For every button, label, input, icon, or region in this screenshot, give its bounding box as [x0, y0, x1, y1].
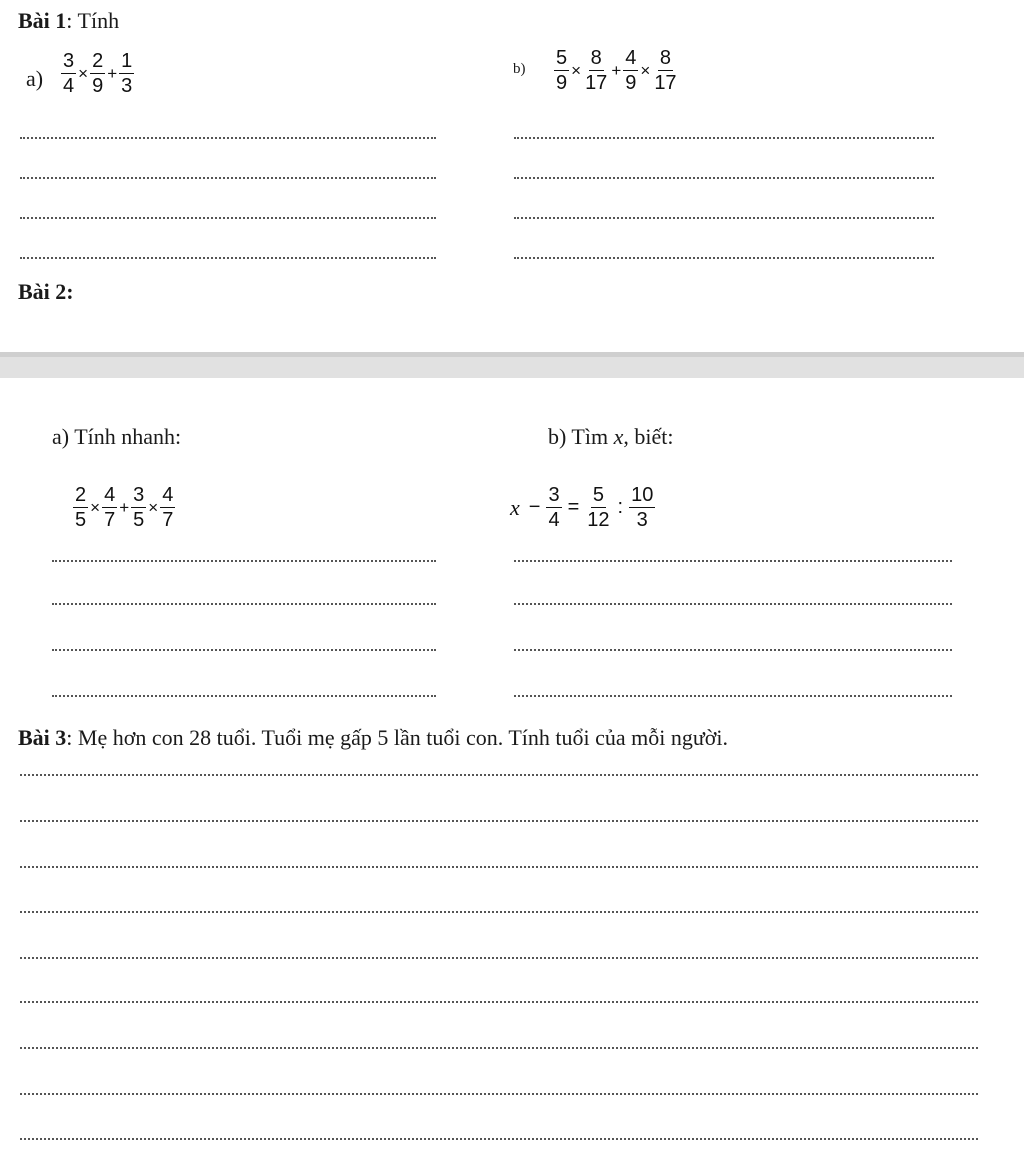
answer-line[interactable]: [20, 774, 978, 776]
answer-line[interactable]: [20, 957, 978, 959]
numerator: 10: [631, 484, 654, 506]
bai1-label: Bài 1: [18, 8, 67, 33]
answer-line[interactable]: [514, 695, 952, 697]
answer-line[interactable]: [20, 137, 436, 139]
denominator: 9: [92, 75, 104, 97]
answer-line[interactable]: [52, 695, 436, 697]
denominator: 7: [104, 509, 116, 531]
fraction: [583, 47, 609, 94]
fraction: [623, 47, 638, 94]
denominator: 4: [63, 75, 75, 97]
denominator: 12: [587, 509, 610, 531]
operator: ×: [148, 497, 159, 517]
answer-line[interactable]: [20, 1047, 978, 1049]
operator: +: [119, 497, 130, 517]
answer-line[interactable]: [20, 1001, 978, 1003]
bai2-a-label: a) Tính nhanh:: [52, 424, 182, 449]
denominator: 3: [121, 75, 133, 97]
fraction: [61, 50, 76, 97]
bai1-b-label: b): [513, 61, 526, 77]
denominator: 9: [556, 72, 568, 94]
numerator: 8: [659, 47, 671, 69]
fraction: [546, 484, 561, 531]
denominator: 17: [585, 72, 608, 94]
numerator: 3: [133, 484, 145, 506]
answer-line[interactable]: [514, 649, 952, 651]
fraction: [102, 484, 117, 531]
bai1-title: [18, 8, 119, 34]
numerator: 2: [92, 50, 104, 72]
numerator: 1: [121, 50, 133, 72]
answer-line[interactable]: [20, 1138, 978, 1140]
numerator: 3: [63, 50, 75, 72]
bai2-b-suffix: , biết:: [623, 424, 674, 449]
bai1-a-label: a): [26, 66, 44, 91]
bai3-text: : Mẹ hơn con 28 tuổi. Tuổi mẹ gấp 5 lần tuổi con. Tính tuổi của mỗi người.: [66, 725, 729, 750]
fraction: [119, 50, 134, 97]
denominator: 17: [654, 72, 677, 94]
answer-line[interactable]: [514, 177, 934, 179]
operator: +: [107, 63, 118, 83]
bai2-b-var: x: [613, 424, 624, 449]
numerator: 3: [548, 484, 560, 506]
answer-line[interactable]: [514, 257, 934, 259]
bai2-b-label: [548, 424, 673, 450]
operator: =: [567, 496, 580, 518]
numerator: 4: [162, 484, 174, 506]
fraction: [131, 484, 146, 531]
denominator: 4: [548, 509, 560, 531]
answer-line[interactable]: [20, 866, 978, 868]
answer-line[interactable]: [514, 560, 952, 562]
answer-line[interactable]: [514, 137, 934, 139]
bai3-label: Bài 3: [18, 725, 67, 750]
denominator: 5: [75, 509, 87, 531]
fraction: [554, 47, 569, 94]
variable-x: x: [510, 494, 520, 520]
denominator: 5: [133, 509, 145, 531]
answer-line[interactable]: [20, 820, 978, 822]
numerator: 5: [592, 484, 604, 506]
operator: ×: [78, 63, 89, 83]
answer-line[interactable]: [20, 1093, 978, 1095]
bai2-label: Bài 2:: [18, 279, 74, 304]
operator: ×: [90, 497, 101, 517]
numerator: 4: [625, 47, 637, 69]
bai1-a-expression: [60, 50, 135, 97]
bai1-b-expression: [553, 47, 680, 94]
answer-line[interactable]: [514, 603, 952, 605]
numerator: 8: [590, 47, 602, 69]
fraction: [585, 484, 611, 531]
answer-line[interactable]: [514, 217, 934, 219]
operator: ×: [571, 60, 582, 80]
fraction: [160, 484, 175, 531]
bai1-heading: : Tính: [66, 8, 120, 33]
answer-line[interactable]: [20, 177, 436, 179]
answer-line[interactable]: [52, 603, 436, 605]
operator: −: [528, 496, 541, 518]
numerator: 5: [556, 47, 568, 69]
operator: ×: [640, 60, 651, 80]
page-separator-edge: [0, 352, 1024, 357]
answer-line[interactable]: [20, 911, 978, 913]
bai3-question: [18, 725, 728, 751]
numerator: 4: [104, 484, 116, 506]
fraction: [629, 484, 655, 531]
operator: +: [611, 60, 622, 80]
bai2-b-prefix: b) Tìm: [548, 424, 614, 449]
answer-line[interactable]: [20, 217, 436, 219]
denominator: 9: [625, 72, 637, 94]
denominator: 3: [636, 509, 648, 531]
bai2-a-expression: [72, 484, 176, 531]
denominator: 7: [162, 509, 174, 531]
fraction: [90, 50, 105, 97]
answer-line[interactable]: [52, 649, 436, 651]
fraction: [73, 484, 88, 531]
answer-line[interactable]: [20, 257, 436, 259]
bai2-b-expression: [510, 484, 656, 531]
numerator: 2: [75, 484, 87, 506]
operator: :: [617, 496, 624, 518]
answer-line[interactable]: [52, 560, 436, 562]
fraction: [652, 47, 678, 94]
